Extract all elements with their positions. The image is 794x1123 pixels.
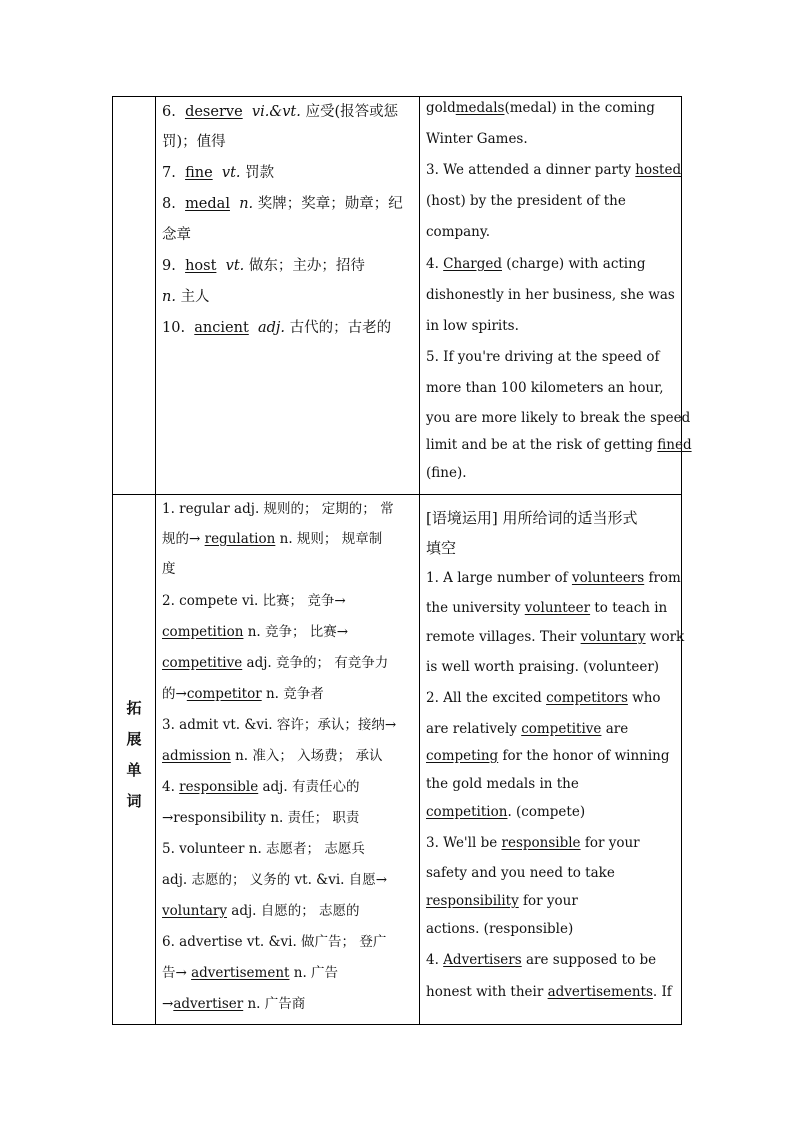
text-run: n. 准入； 入场费； 承认 (230, 748, 383, 764)
answer-word: competition (426, 804, 508, 820)
answer-word: regulation (204, 531, 276, 547)
answer-word: responsible (179, 779, 259, 795)
answer-word: Advertisers (443, 952, 522, 968)
text-line (426, 835, 640, 851)
answer-word: competing (426, 748, 499, 764)
text-line (426, 437, 692, 453)
answer-word: volunteers (571, 570, 645, 586)
word-entry: 9. host vt. 做东；主办；招待 (162, 258, 365, 274)
text-line (426, 131, 528, 147)
text-run: 4. (426, 952, 444, 968)
answer-word: medals (455, 100, 505, 116)
bottom-right-cell (420, 495, 685, 1025)
text-run: are supposed to be (521, 952, 657, 968)
text-run: is well worth praising. (volunteer) (426, 659, 660, 675)
text-run: adj. 有责任心的 (258, 779, 360, 795)
text-line (426, 570, 681, 586)
text-run: (medal) in the coming (504, 100, 655, 116)
text-line (426, 287, 675, 303)
text-run: for your (580, 835, 640, 851)
text-run: 3. We'll be (426, 835, 502, 851)
top-right-cell (420, 97, 692, 494)
text-run: Winter Games. (426, 131, 528, 147)
text-run: to teach in (590, 600, 668, 616)
text-run: 1. regular adj. 规则的； 定期的； 常 (162, 501, 394, 517)
text-line (426, 804, 585, 820)
text-run: gold (426, 100, 456, 116)
text-line (426, 193, 626, 209)
text-line (426, 349, 659, 365)
word-entry: 6. deserve vi.&vt. 应受(报答或惩 (162, 104, 399, 120)
answer-word: competitor (186, 686, 262, 702)
exercise-heading: [语境运用] 用所给词的适当形式 (426, 509, 638, 527)
text-run: 3. admit vt. &vi. 容许；承认；接纳→ (162, 717, 397, 733)
text-run: adj. 自愿的； 志愿的 (227, 903, 360, 919)
section-label-char: 单 (126, 761, 142, 779)
answer-word: fined (657, 437, 692, 453)
text-run: who (627, 690, 661, 706)
vocabulary-table (112, 96, 692, 1025)
text-line (426, 410, 690, 426)
text-run: limit and be at the risk of getting (426, 437, 658, 453)
text-line (426, 600, 667, 616)
text-line (162, 961, 338, 981)
answer-word: voluntary (162, 903, 228, 919)
text-line (426, 380, 664, 396)
text-run: for your (518, 893, 578, 909)
text-line (162, 992, 305, 1012)
text-line (162, 527, 382, 547)
text-run: n. 广告 (289, 965, 339, 981)
word-entry-cont: n. 主人 (162, 289, 210, 305)
text-run: (host) by the president of the (426, 193, 626, 209)
word-entry-cont: 念章 (162, 227, 191, 243)
text-run: the gold medals in the (426, 776, 579, 792)
top-left-cell (156, 97, 419, 494)
word-entry-cont: 罚)；值得 (162, 134, 226, 150)
text-line (426, 659, 659, 675)
text-run: n. 竞争者 (261, 686, 324, 702)
text-run: more than 100 kilometers an hour, (426, 380, 664, 396)
text-run: 2. All the excited (426, 690, 547, 706)
text-line (162, 744, 382, 764)
text-run: 5. volunteer n. 志愿者； 志愿兵 (162, 841, 365, 857)
answer-word: ancient (194, 320, 249, 336)
answer-word: advertisements (547, 984, 653, 1000)
text-run: (charge) with acting (501, 256, 646, 272)
text-line (162, 899, 360, 919)
bottom-left-cell (156, 495, 419, 1025)
answer-word: Charged (443, 256, 502, 272)
section-label-char: 拓 (126, 699, 142, 717)
answer-word: advertisement (191, 965, 290, 981)
answer-word: admission (162, 748, 231, 764)
text-line (162, 651, 388, 671)
text-run: 3. We attended a dinner party (426, 162, 636, 178)
word-entry: 10. ancient adj. 古代的；古老的 (162, 320, 392, 336)
text-line (426, 224, 490, 240)
text-line (162, 682, 324, 702)
text-run: 度 (162, 561, 176, 577)
answer-word: fine (185, 165, 213, 181)
text-line (426, 952, 656, 968)
text-line (162, 589, 346, 609)
text-run: adj. 竞争的； 有竞争力 (242, 655, 389, 671)
text-line (162, 620, 348, 640)
text-run: (fine). (426, 465, 467, 481)
text-line (426, 776, 579, 792)
text-line (426, 865, 615, 881)
text-run: in low spirits. (426, 318, 519, 334)
text-run: n. 规则； 规章制 (275, 531, 383, 547)
text-line (426, 721, 628, 737)
text-run: the university (426, 600, 525, 616)
text-run: →responsibility n. 责任； 职责 (162, 810, 360, 826)
word-entry: 8. medal n. 奖牌；奖章；勋章；纪 (162, 196, 403, 212)
answer-word: responsible (501, 835, 581, 851)
section-label-char: 词 (126, 792, 142, 810)
text-run: 规的→ (162, 531, 205, 547)
text-run: n. 竞争； 比赛→ (243, 624, 349, 640)
text-line (162, 497, 394, 517)
text-run: work (645, 629, 685, 645)
text-run: 4. (162, 779, 180, 795)
text-line (162, 868, 387, 888)
answer-word: volunteer (524, 600, 591, 616)
text-run: n. 广告商 (243, 996, 306, 1012)
text-run: 1. A large number of (426, 570, 572, 586)
text-run: are relatively (426, 721, 522, 737)
word-entry: 7. fine vt. 罚款 (162, 165, 275, 181)
answer-word: competition (162, 624, 244, 640)
text-line (426, 465, 467, 481)
answer-word: competitive (521, 721, 602, 737)
answer-word: voluntary (580, 629, 646, 645)
text-line (426, 893, 578, 909)
text-line (426, 318, 519, 334)
text-run: adj. 志愿的； 义务的 vt. &vi. 自愿→ (162, 872, 388, 888)
text-line (162, 557, 176, 577)
text-run: 4. (426, 256, 444, 272)
text-line (162, 713, 396, 733)
answer-word: competitors (546, 690, 628, 706)
text-line (426, 921, 573, 937)
text-run: honest with their (426, 984, 548, 1000)
text-line (162, 837, 365, 857)
text-run: dishonestly in her business, she was (426, 287, 675, 303)
text-line (426, 162, 681, 178)
answer-word: medal (185, 196, 230, 212)
text-run: 的→ (162, 686, 187, 702)
section-label-char: 展 (126, 730, 142, 748)
text-line (162, 775, 359, 795)
text-run: for the honor of winning (498, 748, 670, 764)
text-run: 5. If you're driving at the speed of (426, 349, 660, 365)
text-line (426, 748, 669, 764)
answer-word: host (185, 258, 217, 274)
text-line (426, 690, 661, 706)
text-run: . (compete) (507, 804, 586, 820)
text-run: are (601, 721, 629, 737)
text-run: 告→ (162, 965, 192, 981)
answer-word: hosted (635, 162, 682, 178)
exercise-heading-cont: 填空 (426, 539, 457, 557)
answer-word: advertiser (173, 996, 244, 1012)
text-run: actions. (responsible) (426, 921, 574, 937)
section-label (113, 693, 155, 817)
text-line (162, 806, 359, 826)
answer-word: competitive (162, 655, 243, 671)
text-run: from (644, 570, 681, 586)
text-run: 6. advertise vt. &vi. 做广告； 登广 (162, 934, 387, 950)
answer-word: deserve (185, 104, 243, 120)
text-run: → (162, 996, 174, 1012)
text-line (426, 256, 645, 272)
answer-word: responsibility (426, 893, 519, 909)
text-line (162, 930, 386, 950)
text-line (426, 629, 684, 645)
text-run: safety and you need to take (426, 865, 615, 881)
text-run: company. (426, 224, 490, 240)
text-line (426, 100, 655, 116)
text-run: remote villages. Their (426, 629, 581, 645)
text-line (426, 984, 672, 1000)
text-run: . If (652, 984, 672, 1000)
text-run: 2. compete vi. 比赛； 竞争→ (162, 593, 346, 609)
text-run: you are more likely to break the speed (426, 410, 691, 426)
